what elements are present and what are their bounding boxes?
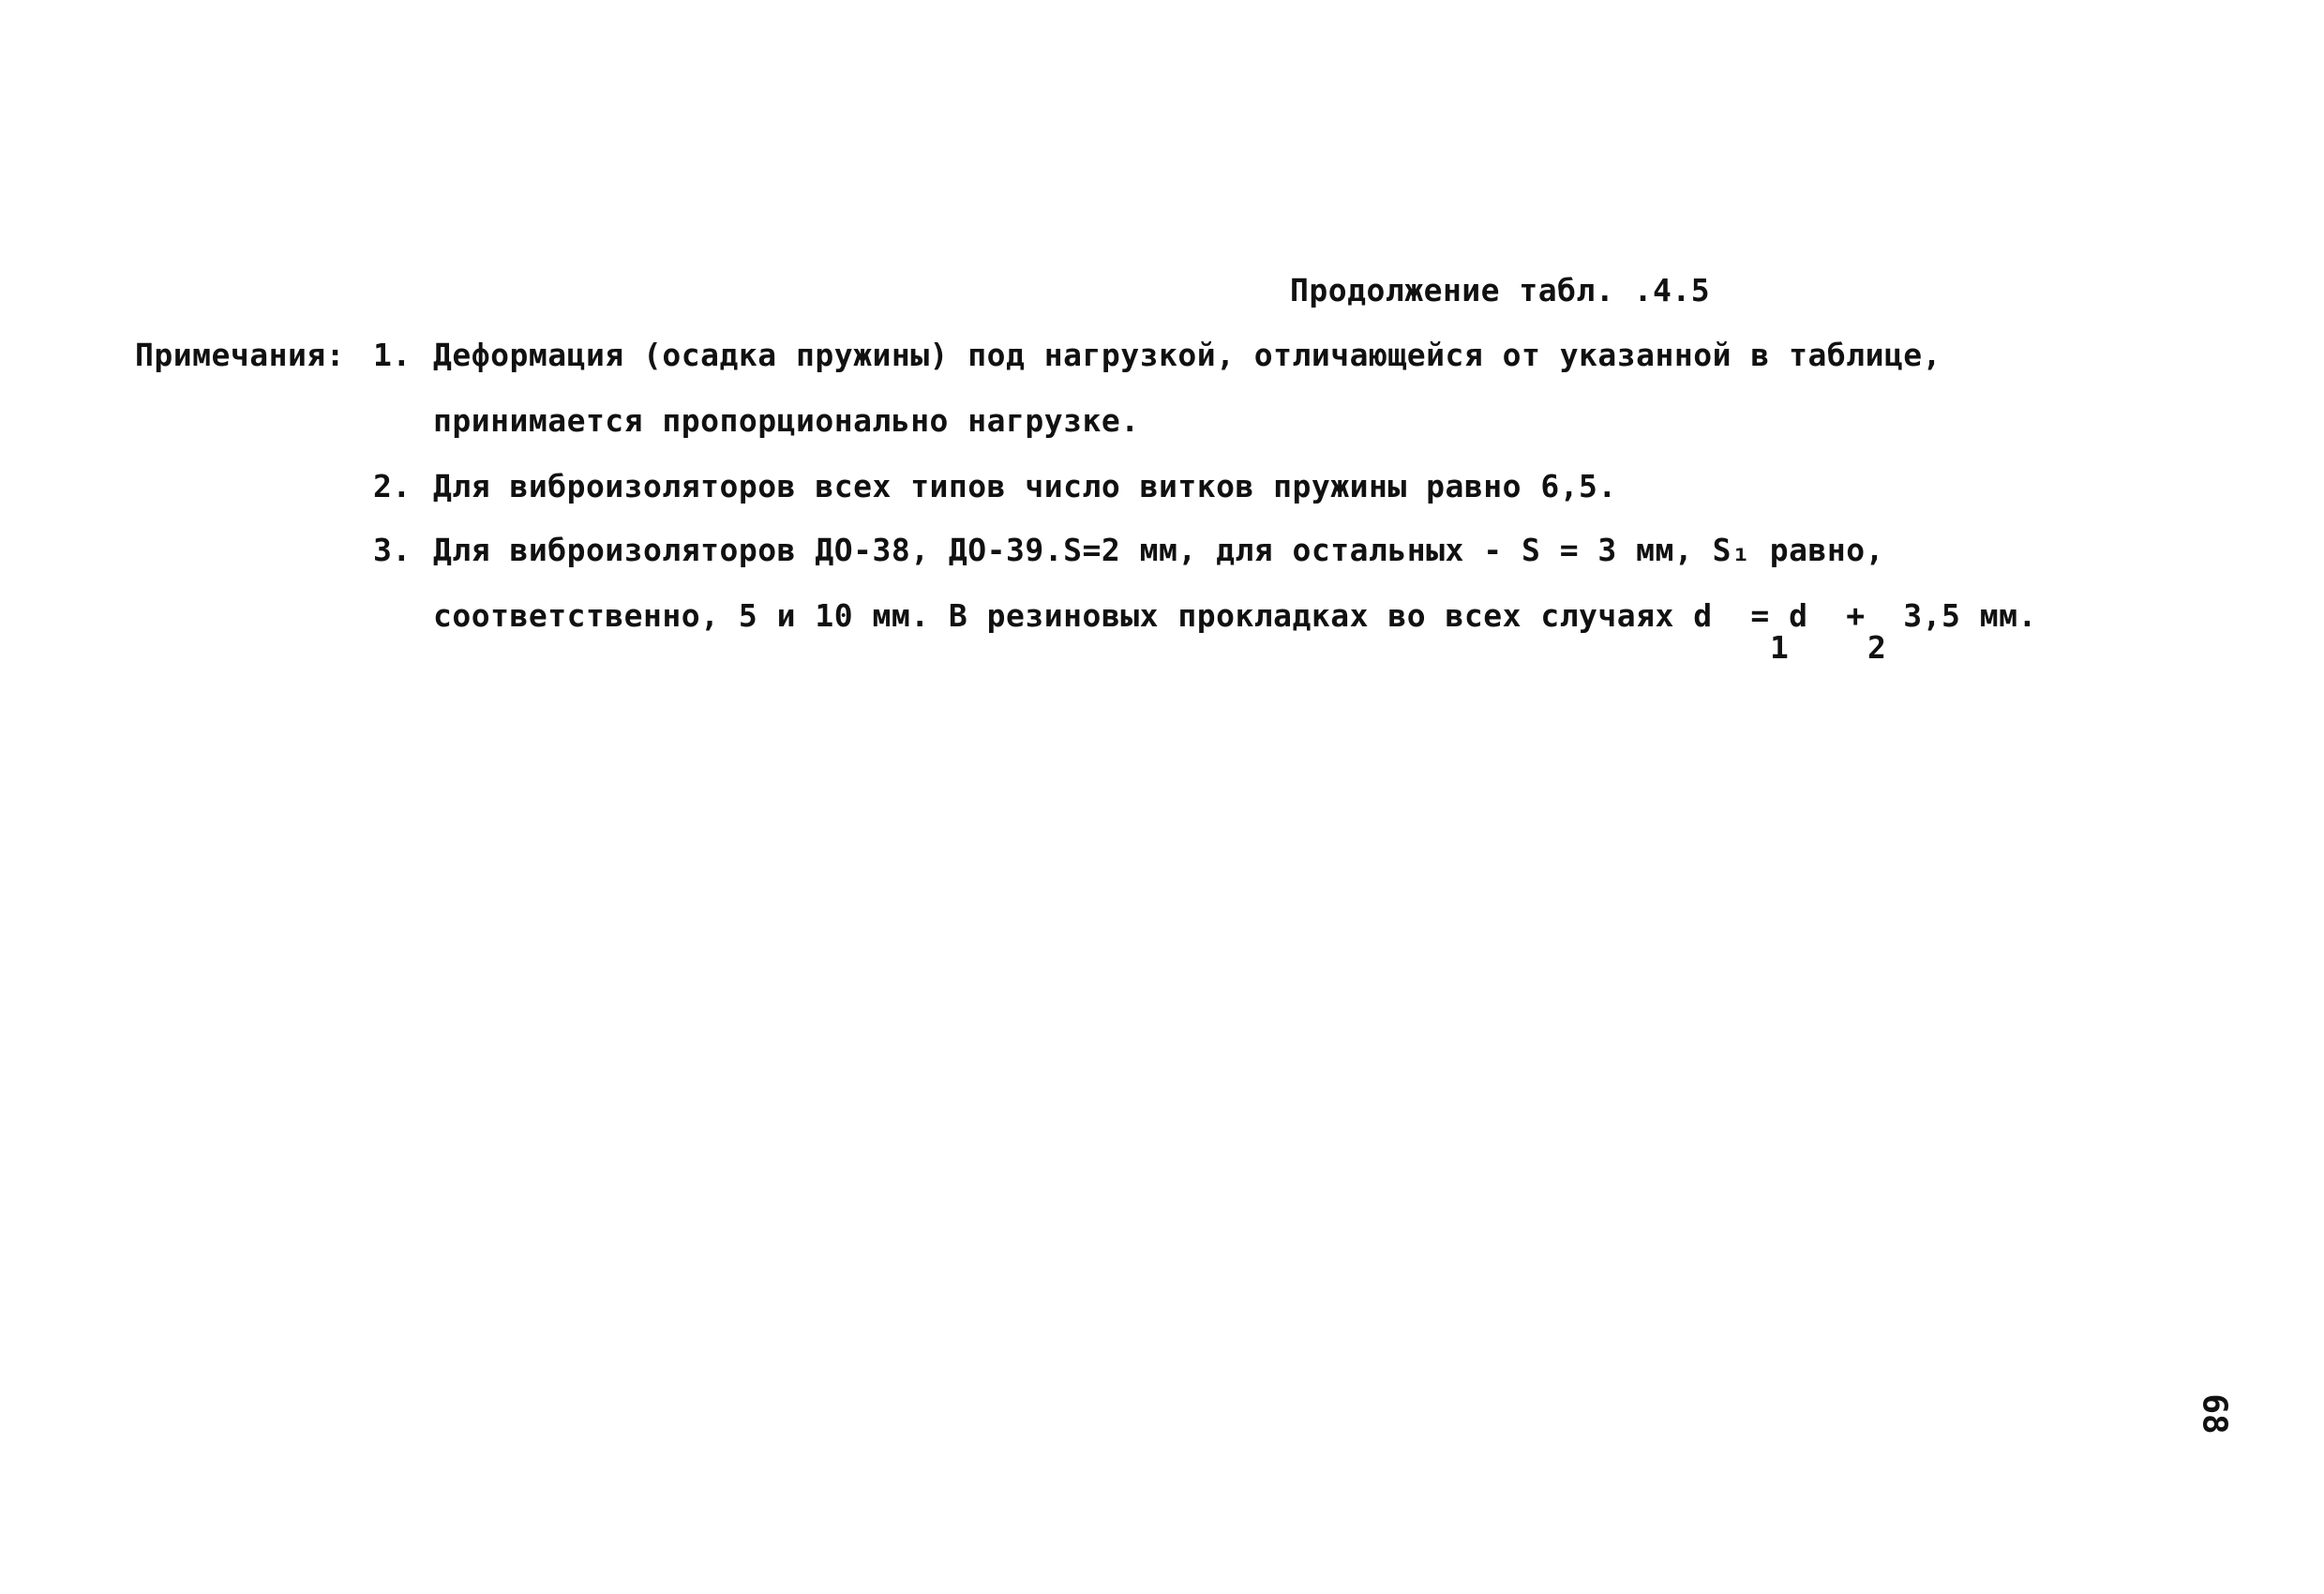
note-3-line-1: Для виброизоляторов ДО-38, ДО-39.S=2 мм, для остальных - S = 3 мм, S₁ равно, xyxy=(433,532,1884,568)
note-1-number: 1. xyxy=(373,337,412,373)
table-continuation-caption: Продолжение табл. .4.5 xyxy=(1290,272,1711,308)
note-1-line-2: принимается пропорционально нагрузке. xyxy=(433,402,1140,439)
note-3-subscript-1: 1 xyxy=(1770,629,1789,666)
page-number: 68 xyxy=(2195,1393,2234,1435)
note-2-number: 2. xyxy=(373,468,412,504)
note-3-number: 3. xyxy=(373,532,412,568)
note-3-subscript-2: 2 xyxy=(1867,629,1886,666)
note-2-line-1: Для виброизоляторов всех типов число витков пружины равно 6,5. xyxy=(433,468,1617,504)
notes-label: Примечания: xyxy=(135,337,346,373)
note-3-line-2: соответственно, 5 и 10 мм. В резиновых прокладках во всех случаях d = d + 3,5 мм. xyxy=(433,597,2037,634)
note-1-line-1: Деформация (осадка пружины) под нагрузкой, отличающейся от указанной в таблице, xyxy=(433,337,1942,373)
